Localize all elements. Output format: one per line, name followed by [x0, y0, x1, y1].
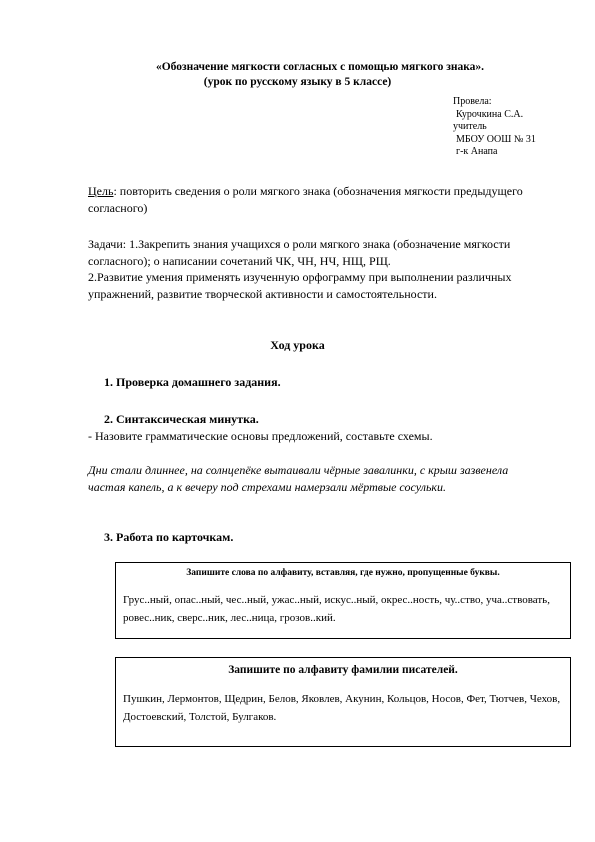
step-2-example-text: Дни стали длиннее, на солнцепёке вытаивали чёрные завалинки, с крыш зазвенела частая капель, а к вечеру под стрехами намерзали мёртвые сосульки.: [88, 463, 509, 494]
card-2: [115, 657, 571, 747]
lesson-progress-heading: Ход урока: [270, 338, 325, 352]
author-line-school: МБОУ ООШ № 31: [456, 133, 536, 145]
goal-text: : повторить сведения о роли мягкого знака (обозначения мягкости предыдущего согласного): [88, 184, 523, 215]
tasks-paragraph: [88, 236, 528, 302]
goal-label: Цель: [88, 184, 114, 198]
author-line-city: г-к Анапа: [456, 146, 498, 157]
author-line-role: учитель: [453, 121, 487, 132]
step-3-heading: 3. Работа по карточкам.: [104, 530, 234, 544]
step-2-heading: 2. Синтаксическая минутка.: [104, 412, 259, 426]
author-line-conducted: Провела:: [453, 96, 492, 107]
step-2-instruction: - Назовите грамматические основы предложений, составьте схемы.: [88, 429, 433, 443]
card-2-text: Пушкин, Лермонтов, Щедрин, Белов, Яковлев, Акунин, Кольцов, Носов, Фет, Тютчев, Чехов, Достоевский, Толстой, Булгаков.: [123, 693, 561, 723]
goal-paragraph: [88, 183, 528, 216]
tasks-line-1: Задачи: 1.Закрепить знания учащихся о роли мягкого знака (обозначение мягкости согласного); о написании сочетаний ЧК, ЧН, НЧ, НЩ, РЩ.: [88, 237, 511, 268]
author-block: [453, 96, 536, 159]
step-1-heading: 1. Проверка домашнего задания.: [104, 375, 281, 389]
card-1-title: Запишите слова по алфавиту, вставляя, где нужно, пропущенные буквы.: [186, 568, 500, 578]
card-1: [115, 562, 571, 639]
lesson-title: «Обозначение мягкости согласных с помощью мягкого знака».: [155, 61, 485, 73]
author-line-name: Курочкина С.А.: [456, 108, 524, 120]
card-1-text: Грус..ный, опас..ный, чес..ный, ужас..ный, искус..ный, окрес..ность, чу..ство, уча..ствовать, ровес..ник, сверс..ник, лес..ница, грозов..кий.: [123, 594, 550, 624]
card-2-title: Запишите по алфавиту фамилии писателей.: [228, 664, 458, 676]
lesson-subtitle: (урок по русскому языку в 5 классе): [203, 76, 392, 88]
tasks-line-2: 2.Развитие умения применять изученную орфограмму при выполнении различных упражнений, развитие творческой активности и самостоятельности.: [88, 270, 512, 301]
